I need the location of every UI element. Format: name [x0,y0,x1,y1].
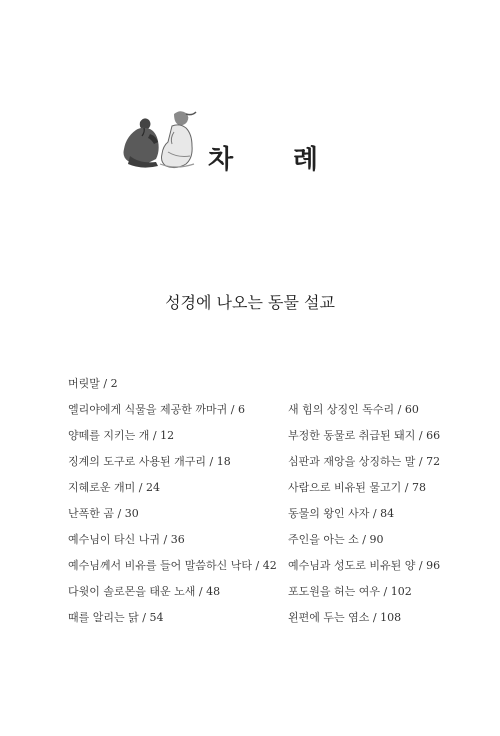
toc-right-column [288,397,488,631]
toc-entry[interactable]: 사람으로 비유된 물고기 / 78 [288,481,426,494]
toc-entry[interactable]: 예수님과 성도로 비유된 양 / 96 [288,559,441,572]
toc-entry[interactable]: 때를 알리는 닭 / 54 [68,611,164,624]
book-subtitle: 성경에 나오는 동물 설교 [165,293,335,312]
kneeling-woman-icon [160,111,196,167]
page-title-char-1: 차 [208,144,234,175]
page-title-char-2: 례 [292,144,318,175]
toc-left-column [68,371,283,631]
toc-entry[interactable]: 새 힘의 상징인 독수리 / 60 [288,403,419,416]
toc-entry[interactable]: 징계의 도구로 사용된 개구리 / 18 [68,455,231,468]
toc-entry[interactable]: 동물의 왕인 사자 / 84 [288,507,395,520]
page-title [208,137,318,177]
toc-entry[interactable]: 머릿말 / 2 [68,377,118,390]
toc-entry[interactable]: 엘리야에게 식물을 제공한 까마귀 / 6 [68,403,245,416]
toc-entry[interactable]: 포도원을 허는 여우 / 102 [288,585,412,598]
toc-entry[interactable]: 지혜로운 개미 / 24 [68,481,160,494]
toc-entry[interactable]: 주인을 아는 소 / 90 [288,533,384,546]
toc-entry[interactable]: 예수님이 타신 나귀 / 36 [68,533,185,546]
toc-entry[interactable]: 예수님께서 비유를 들어 말씀하신 낙타 / 42 [68,559,277,572]
kneeling-man-icon [124,118,159,167]
toc-entry[interactable]: 다윗이 솔로몬을 태운 노새 / 48 [68,585,221,598]
toc-entry[interactable]: 왼편에 두는 염소 / 108 [288,611,402,624]
toc-entry[interactable]: 부정한 동물로 취급된 돼지 / 66 [288,429,441,442]
toc-entry[interactable]: 양떼를 지키는 개 / 12 [68,429,175,442]
praying-figures-illustration [122,108,204,172]
toc-entry[interactable]: 난폭한 곰 / 30 [68,507,139,520]
toc-entry[interactable]: 심판과 재앙을 상징하는 말 / 72 [288,455,441,468]
